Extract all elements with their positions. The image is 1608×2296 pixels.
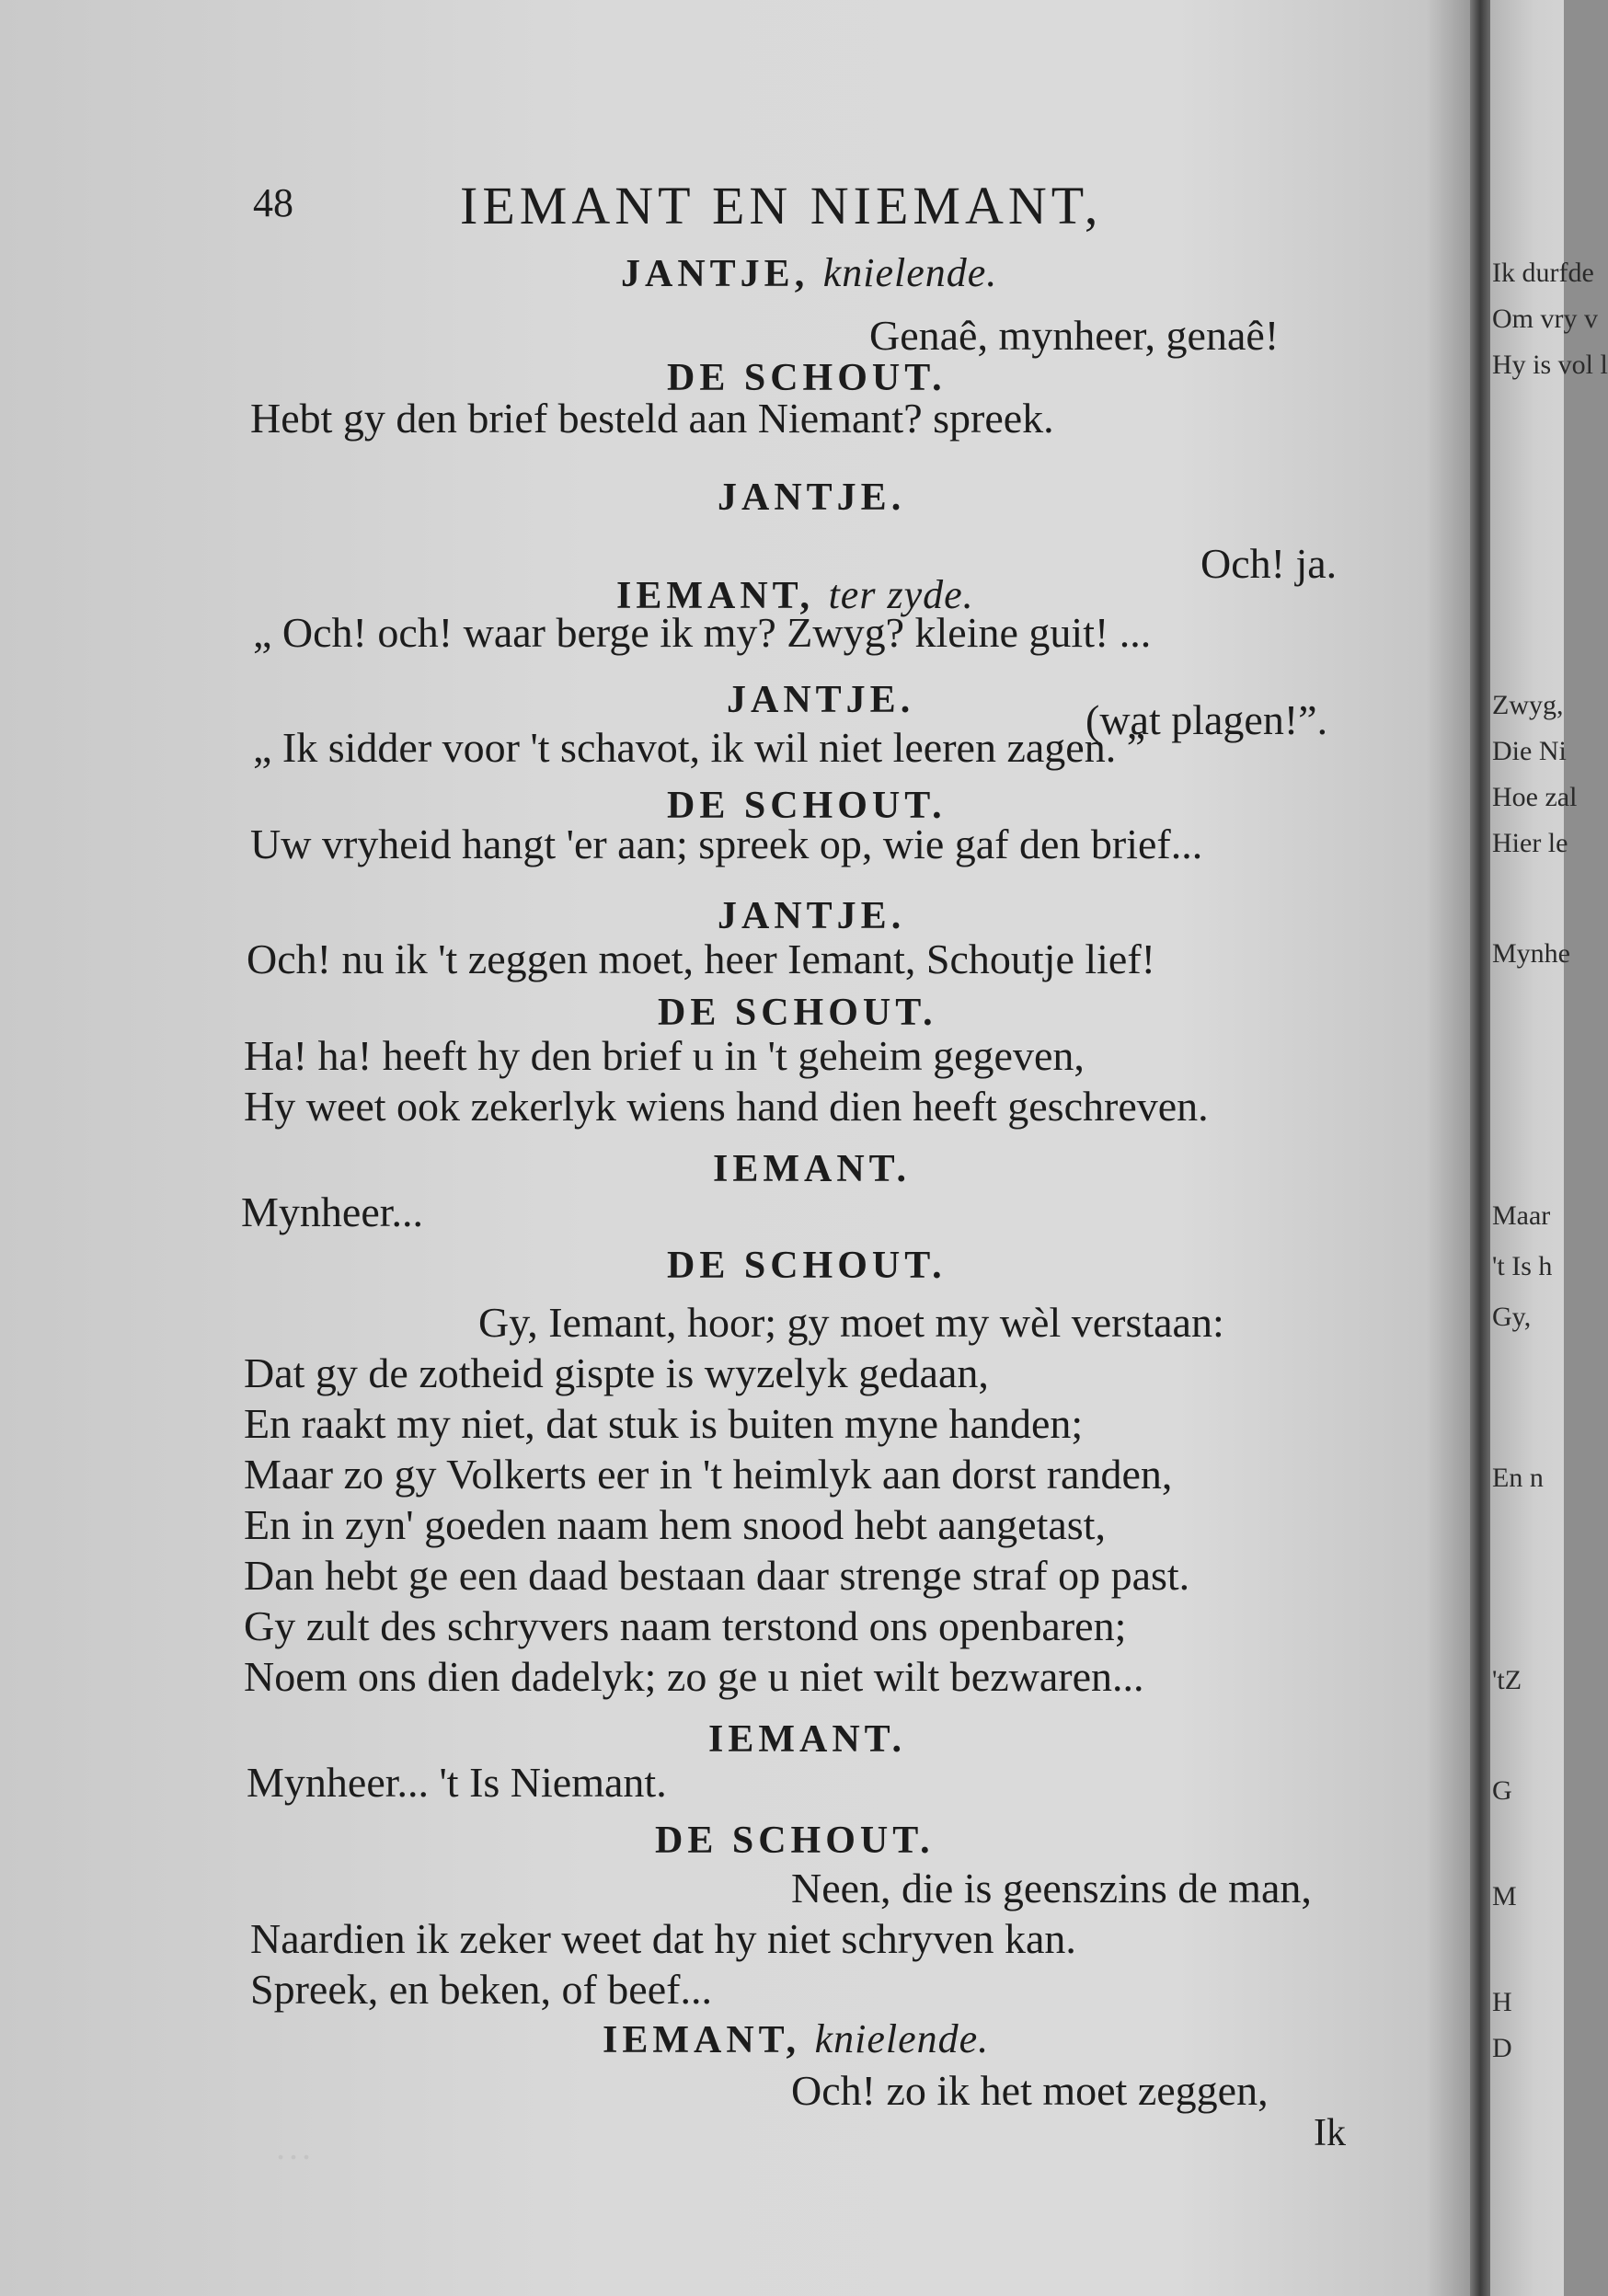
speaker-heading: JANTJE. — [718, 895, 906, 937]
facing-page-edge — [1490, 0, 1608, 2296]
facing-line: 't Is h — [1492, 1251, 1553, 1281]
facing-line: Gy, — [1492, 1302, 1532, 1332]
verse-line: Neen, die is geenszins de man, — [791, 1865, 1312, 1911]
speaker-heading: IEMANT. — [713, 1148, 912, 1190]
stage-direction: knielende. — [814, 2016, 990, 2061]
facing-line: Hy is vol l — [1492, 350, 1608, 380]
speaker-heading: DE SCHOUT. — [667, 1245, 947, 1287]
speaker-heading: DE SCHOUT. — [667, 785, 947, 827]
facing-line: Hier le — [1492, 828, 1568, 858]
facing-line: 'tZ — [1492, 1665, 1522, 1695]
verse-line: Uw vryheid hangt 'er aan; spreek op, wie gaf den brief... — [250, 821, 1203, 867]
verse-line: En in zyn' goeden naam hem snood hebt aangetast, — [244, 1501, 1106, 1548]
verse-line: Naardien ik zeker weet dat hy niet schryven kan. — [250, 1915, 1076, 1962]
facing-line: En n — [1492, 1463, 1544, 1493]
verse-line: (wat plagen!”. — [1085, 696, 1328, 743]
facing-line: Om vry v — [1492, 304, 1598, 334]
verse-line: Dat gy de zotheid gispte is wyzelyk gedaan, — [244, 1349, 989, 1396]
speaker-heading: JANTJE, knielende. — [621, 250, 998, 295]
verse-line: „ Och! och! waar berge ik my? Zwyg? kleine guit! ... — [253, 609, 1152, 656]
verse-line: Genaê, mynheer, genaê! — [869, 312, 1280, 359]
verse-line: Och! zo ik het moet zeggen, — [791, 2067, 1269, 2114]
speaker-heading: IEMANT, ter zyde. — [616, 572, 974, 617]
verse-line: Hy weet ook zekerlyk wiens hand dien heeft geschreven. — [244, 1083, 1209, 1130]
verse-line: Mynheer... — [241, 1188, 424, 1235]
speaker-heading: JANTJE. — [718, 476, 906, 519]
book-gutter — [1470, 0, 1490, 2296]
stage-direction: ter zyde. — [828, 572, 974, 617]
running-title: IEMANT EN NIEMANT, — [460, 176, 1103, 235]
verse-line: Gy zult des schryvers naam terstond ons openbaren; — [244, 1602, 1127, 1649]
verse-line: En raakt my niet, dat stuk is buiten myne handen; — [244, 1400, 1084, 1447]
speaker-heading: DE SCHOUT. — [667, 357, 947, 399]
verse-line: „ Ik sidder voor 't schavot, ik wil niet leeren zagen. ” — [253, 724, 1146, 771]
speaker-heading: IEMANT. — [708, 1718, 907, 1761]
verse-line: Maar zo gy Volkerts eer in 't heimlyk aan dorst randen, — [244, 1451, 1173, 1498]
verse-line: Och! nu ik 't zeggen moet, heer Iemant, Schoutje lief! — [247, 936, 1155, 982]
stage-direction: knielende. — [822, 250, 998, 295]
verse-line: Spreek, en beken, of beef... — [250, 1966, 712, 2013]
verse-line: Mynheer... 't Is Niemant. — [247, 1759, 667, 1806]
speaker-heading: DE SCHOUT. — [658, 992, 937, 1034]
verse-line: Hebt gy den brief besteld aan Niemant? spreek. — [250, 395, 1054, 442]
facing-line: Maar — [1492, 1200, 1551, 1231]
facing-line: D — [1492, 2033, 1512, 2063]
verse-line: Dan hebt ge een daad bestaan daar strenge straf op past. — [244, 1552, 1190, 1599]
speaker-heading: DE SCHOUT. — [655, 1820, 935, 1862]
facing-line: Hoe zal — [1492, 782, 1578, 812]
facing-line: Zwyg, — [1492, 690, 1564, 720]
faded-stamp: ... — [276, 2126, 315, 2167]
verse-line: Ha! ha! heeft hy den brief u in 't geheim gegeven, — [244, 1032, 1085, 1079]
facing-line: Die Ni — [1492, 736, 1567, 766]
verse-line: Gy, Iemant, hoor; gy moet my wèl verstaan: — [478, 1299, 1224, 1346]
facing-line: G — [1492, 1775, 1512, 1806]
catchword: Ik — [1314, 2112, 1346, 2154]
page-number: 48 — [253, 180, 293, 225]
facing-line: Ik durfde — [1492, 258, 1594, 288]
facing-line: Mynhe — [1492, 938, 1570, 969]
speaker-heading: IEMANT, knielende. — [603, 2016, 990, 2061]
facing-line: M — [1492, 1881, 1517, 1911]
verse-line: Och! ja. — [1200, 540, 1338, 587]
verse-line: Noem ons dien dadelyk; zo ge u niet wilt bezwaren... — [244, 1653, 1144, 1700]
facing-line: H — [1492, 1987, 1512, 2017]
speaker-heading: JANTJE. — [727, 679, 915, 721]
